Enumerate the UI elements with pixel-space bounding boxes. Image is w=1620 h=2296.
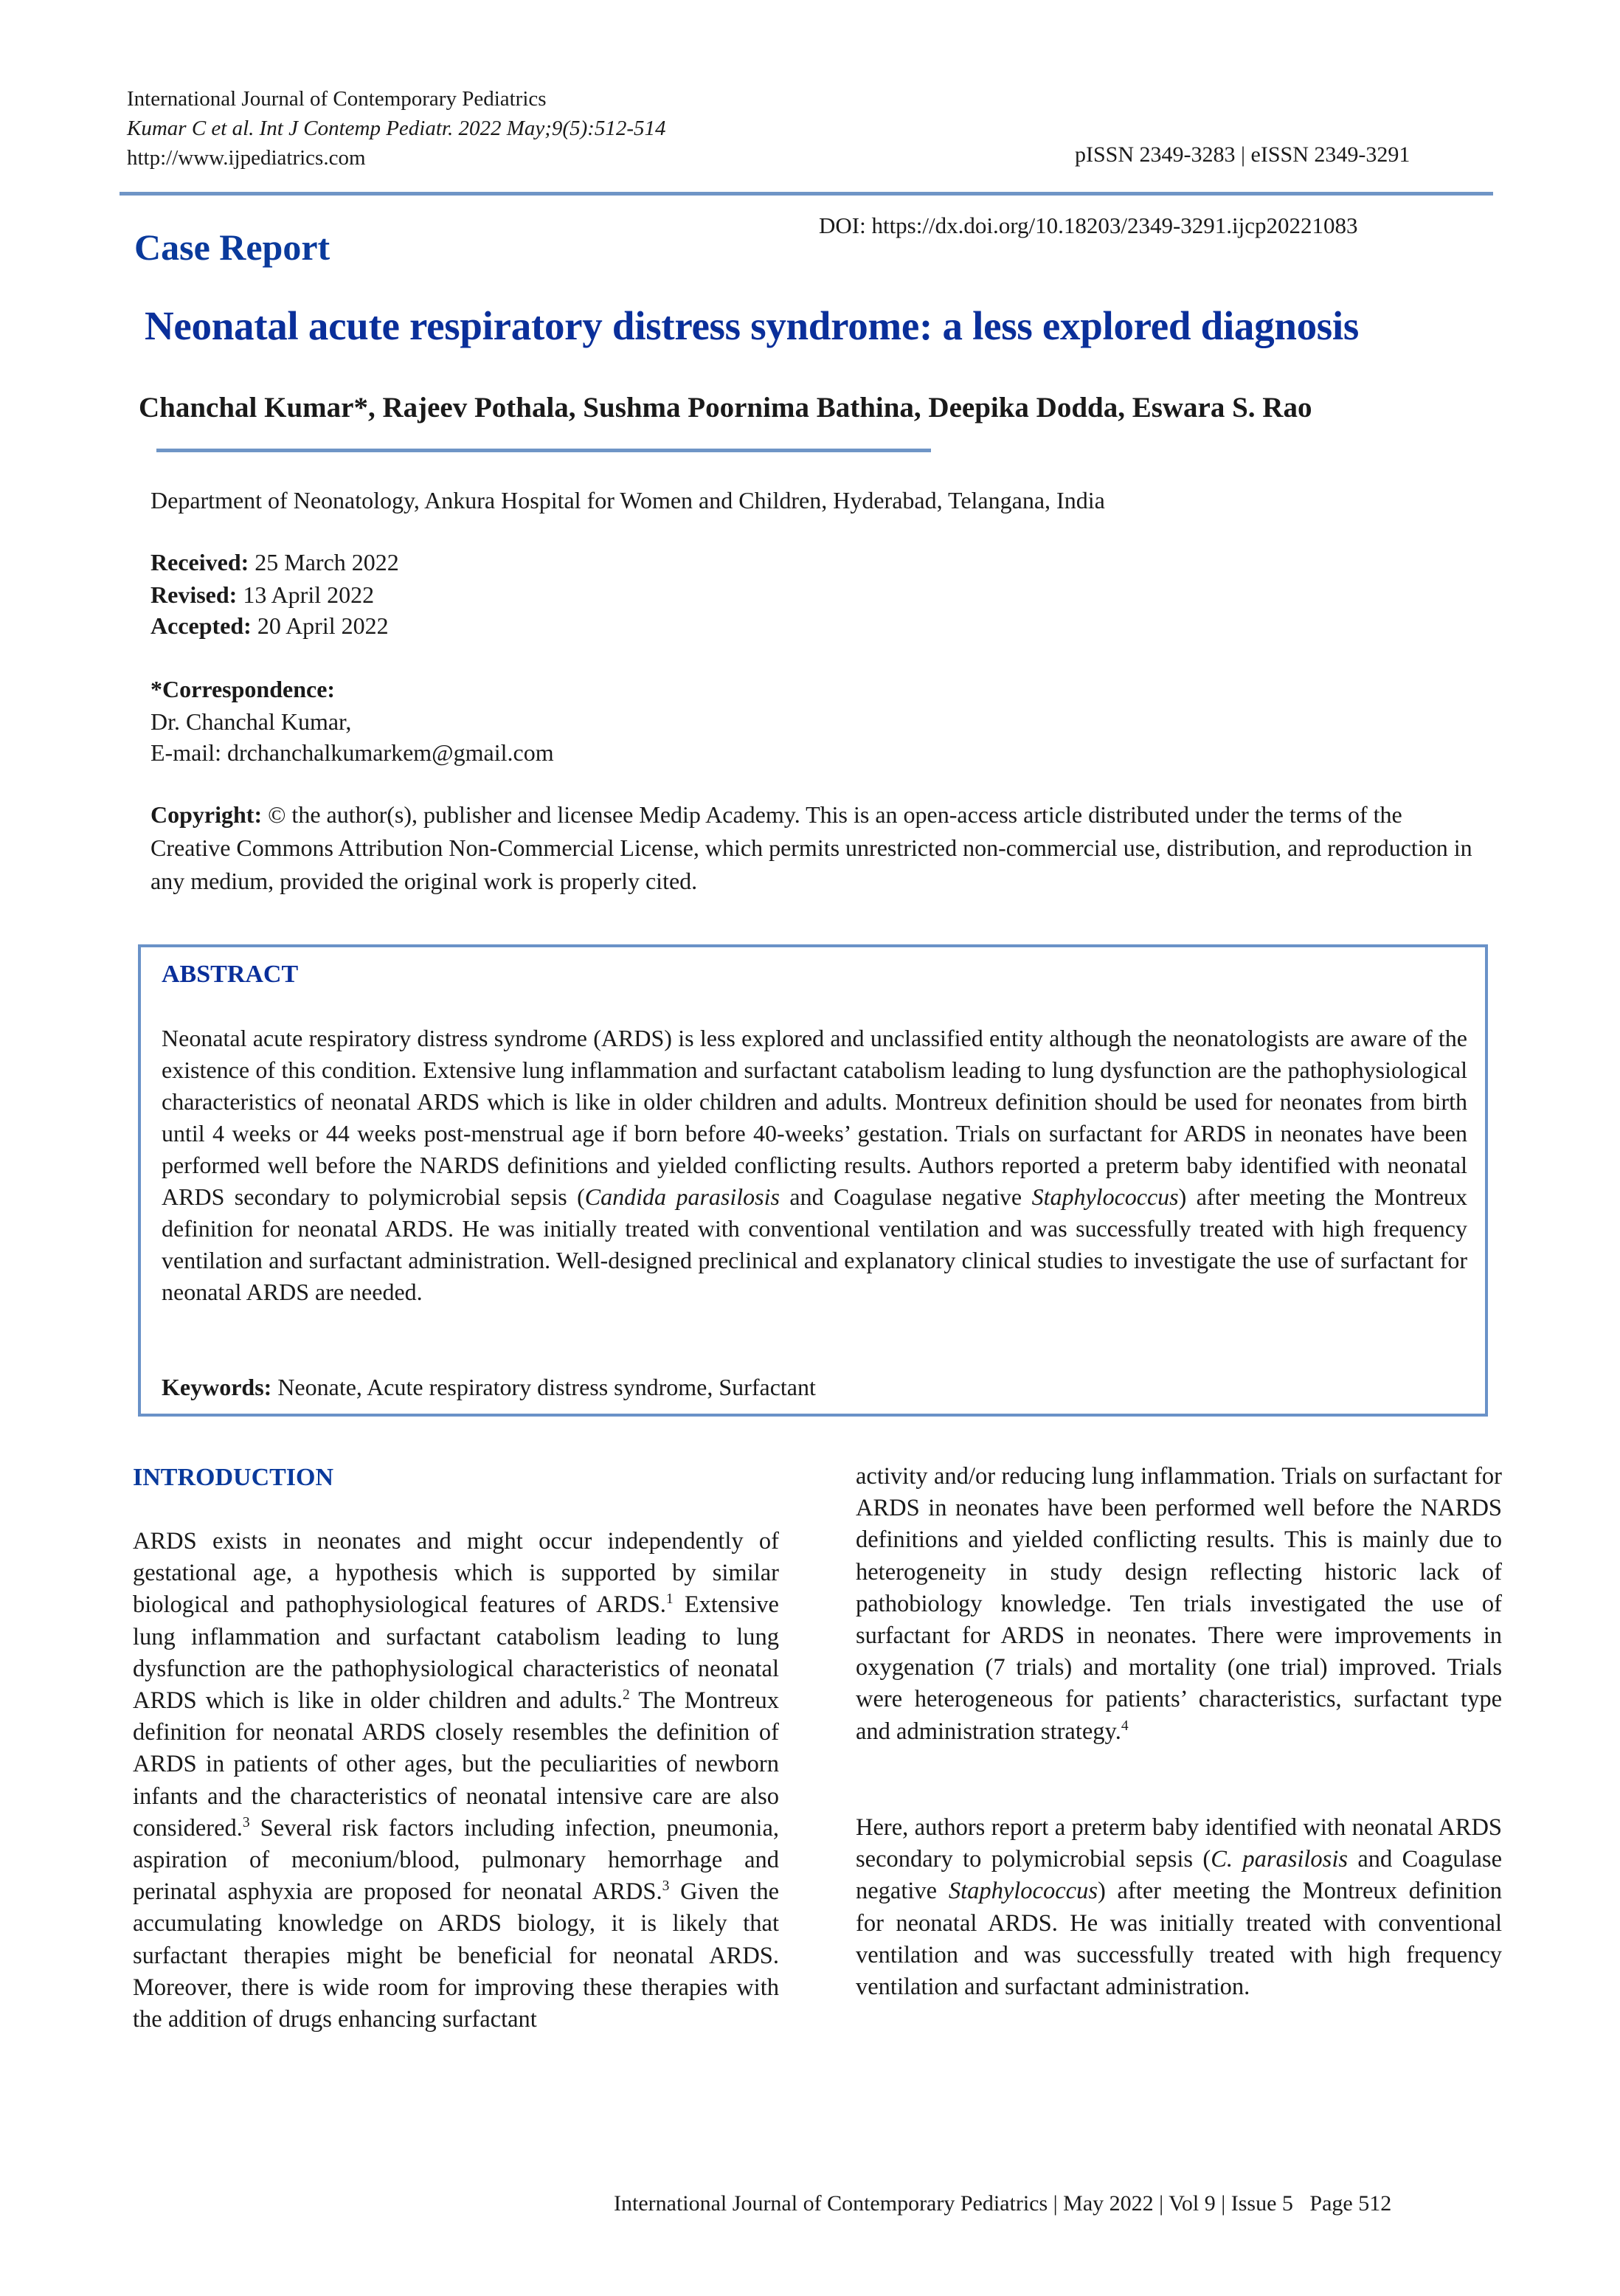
abstract-box	[138, 944, 1488, 1417]
keywords	[162, 1374, 816, 1401]
correspondence-label: *Correspondence:	[150, 676, 336, 702]
title-divider	[156, 449, 931, 452]
citation-ref[interactable]: 3	[662, 1878, 670, 1895]
keywords-label: Keywords:	[162, 1374, 272, 1400]
citation: Kumar C et al. Int J Contemp Pediatr. 2022 May;9(5):512-514	[127, 117, 666, 140]
accepted-date	[150, 609, 389, 642]
affiliation: Department of Neonatology, Ankura Hospital for Women and Children, Hyderabad, Telangana, India	[150, 487, 1105, 514]
intro-text: ARDS exists in neonates and might occur independently of gestational age, a hypothesis which is supported by similar biological and pathophysiological features of ARDS.	[133, 1528, 779, 1619]
keywords-value: Neonate, Acute respiratory distress syndrome, Surfactant	[271, 1374, 816, 1400]
introduction-heading: INTRODUCTION	[133, 1464, 334, 1491]
organism-name: Staphylococcus	[948, 1878, 1098, 1905]
abstract-heading: ABSTRACT	[162, 961, 299, 988]
received-date	[150, 546, 399, 578]
abstract-organism-2: Staphylococcus	[1031, 1183, 1179, 1210]
revised-date	[150, 578, 374, 611]
intro-text: activity and/or reducing lung inflammation. Trials on surfactant for ARDS in neonates have been performed well before the NARDS definitions and yielded conflicting results. This is mainly due to heterogeneity in study design reflecting historic lack of pathobiology knowledge. Ten trials investigated the use of surfactant for ARDS in neonates. There were improvements in oxygenation (7 trials) and mortality (one trial) improved. Trials were heterogeneous for patients’ characteristics, surfactant type and administration strategy.	[856, 1463, 1502, 1745]
intro-text: Here, authors report a preterm baby identified with neonatal ARDS secondary to polymicrobial sepsis (	[856, 1814, 1502, 1873]
accepted-value: 20 April 2022	[251, 612, 389, 639]
citation-ref[interactable]: 4	[1121, 1718, 1129, 1734]
revised-value: 13 April 2022	[237, 581, 375, 608]
introduction-paragraph-1	[133, 1526, 779, 2036]
citation-ref[interactable]: 1	[665, 1591, 674, 1608]
accepted-label: Accepted:	[150, 612, 252, 639]
doi-link[interactable]: DOI: https://dx.doi.org/10.18203/2349-3291.ijcp20221083	[819, 212, 1358, 238]
intro-text: Several risk factors including infection, pneumonia, aspiration of meconium/blood, pulmonary hemorrhage and perinatal asphyxia are proposed for neonatal ARDS.	[133, 1814, 779, 1906]
introduction-paragraph-2	[856, 1461, 1502, 1748]
revised-label: Revised:	[150, 581, 238, 608]
article-title: Neonatal acute respiratory distress syndrome: a less explored diagnosis	[145, 303, 1359, 348]
copyright-notice	[150, 798, 1478, 898]
footer-journal-info: International Journal of Contemporary Pediatrics | May 2022 | Vol 9 | Issue 5	[614, 2191, 1293, 2216]
header-divider	[120, 192, 1493, 196]
author-list: Chanchal Kumar*, Rajeev Pothala, Sushma Poornima Bathina, Deepika Dodda, Eswara S. Rao	[139, 392, 1312, 423]
copyright-label: Copyright:	[150, 801, 263, 828]
citation-ref[interactable]: 3	[242, 1815, 250, 1830]
intro-text: Given the accumulating knowledge on ARDS biology, it is likely that surfactant therapies might be beneficial for neonatal ARDS. Moreover, there is wide room for improving these therapies with the addition of drugs enhancing surfactant	[133, 1878, 779, 2033]
abstract-text-2: and Coagulase negative	[779, 1183, 1032, 1210]
intro-text: The Montreux definition for neonatal ARDS closely resembles the definition of ARDS in patients of other ages, but the peculiarities of newborn infants and the characteristics of neonatal intensive care are also considered.	[133, 1687, 779, 1842]
abstract-organism-1: Candida parasilosis	[584, 1183, 780, 1210]
abstract-text-1: Neonatal acute respiratory distress syndrome (ARDS) is less explored and unclassified entity although the neonatologists are aware of the existence of this condition. Extensive lung inflammation and surfactant catabolism leading to lung dysfunction are the pathophysiological characteristics of neonatal ARDS which is like in older children and adults. Montreux definition should be used for neonates from birth until 4 weeks or 44 weeks post-menstrual age if born before 40-weeks’ gestation. Trials on surfactant for ARDS in neonates have been performed well before the NARDS definitions and yielded conflicting results. Authors reported a preterm baby identified with neonatal ARDS secondary to polymicrobial sepsis (	[162, 1025, 1467, 1210]
citation-ref[interactable]: 2	[623, 1687, 630, 1704]
received-label: Received:	[150, 549, 249, 575]
organism-name: C. parasilosis	[1211, 1846, 1349, 1873]
introduction-paragraph-3	[856, 1812, 1502, 2003]
page-number: Page 512	[1309, 2191, 1392, 2216]
abstract-body	[162, 1023, 1467, 1308]
intro-text: Extensive lung inflammation and surfactant catabolism leading to lung dysfunction are the pathophysiological characteristics of neonatal ARDS which is like in older children and adults.	[133, 1591, 779, 1715]
intro-text: ) after meeting the Montreux definition for neonatal ARDS. He was initially treated with conventional ventilation and was successfully treated with high frequency ventilation and surfactant administration.	[856, 1878, 1502, 2001]
intro-text: and Coagulase negative	[856, 1846, 1502, 1905]
received-value: 25 March 2022	[249, 549, 399, 575]
journal-name: International Journal of Contemporary Pediatrics	[127, 87, 547, 111]
article-type: Case Report	[134, 227, 330, 268]
page-footer	[614, 2191, 1391, 2216]
correspondence-email[interactable]: E-mail: drchanchalkumarkem@gmail.com	[150, 739, 554, 766]
abstract-text-3: ) after meeting the Montreux definition for neonatal ARDS. He was initially treated with conventional ventilation and was successfully treated with high frequency ventilation and surfactant administration. Well-designed preclinical and explanatory clinical studies to investigate the use of surfactant for neonatal ARDS are needed.	[162, 1183, 1468, 1305]
correspondence-name: Dr. Chanchal Kumar,	[150, 708, 352, 735]
copyright-text: © the author(s), publisher and licensee Medip Academy. This is an open-access article distributed under the terms of the Creative Commons Attribution Non-Commercial License, which permits unrestricted non-commercial use, distribution, and reproduction in any medium, provided the original work is properly cited.	[150, 801, 1472, 894]
journal-website-link[interactable]: http://www.ijpediatrics.com	[127, 146, 366, 170]
issn: pISSN 2349-3283 | eISSN 2349-3291	[1075, 142, 1410, 167]
